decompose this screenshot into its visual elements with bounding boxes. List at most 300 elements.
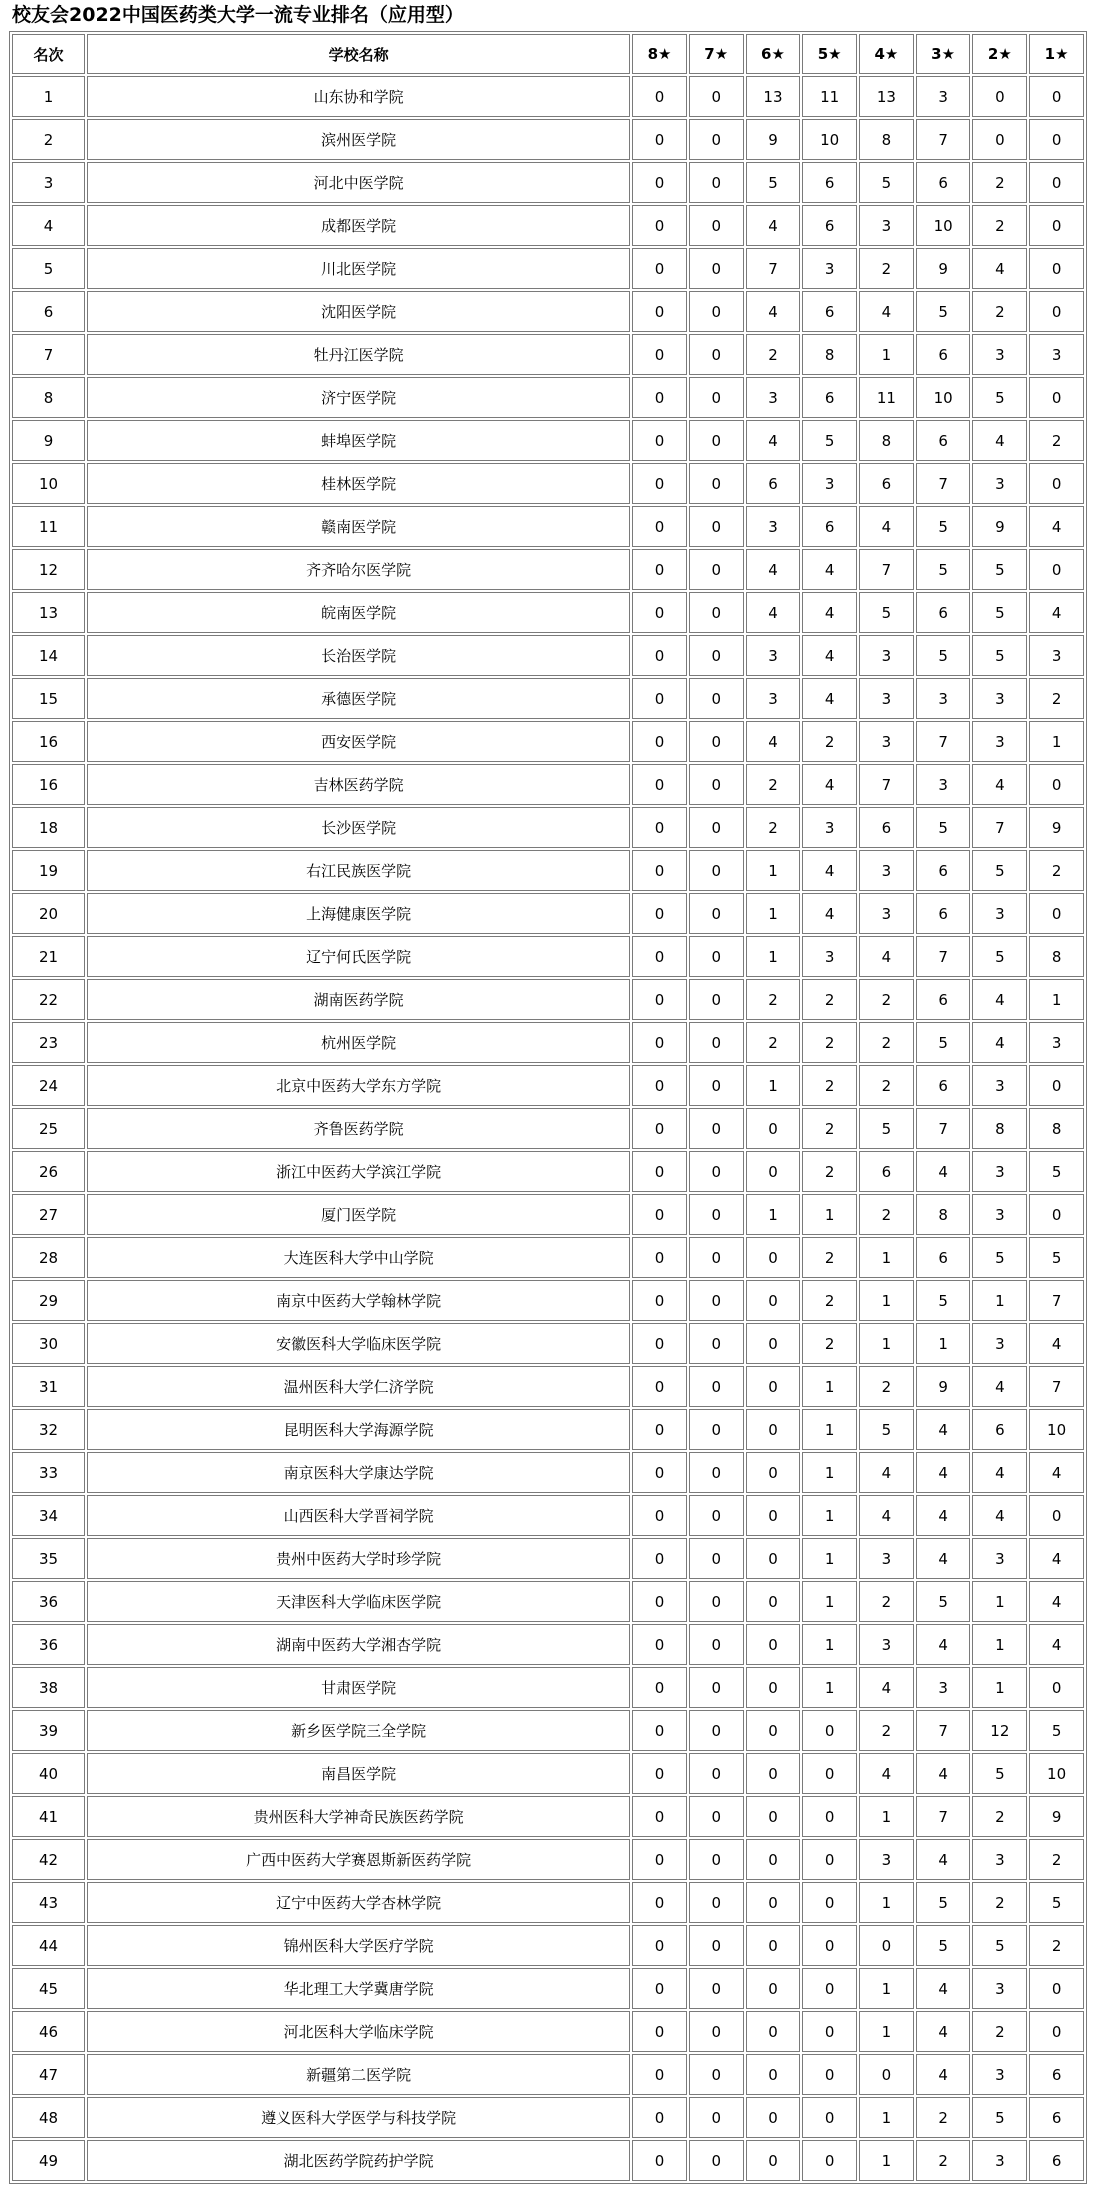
star4-cell: 0 <box>859 1925 914 1966</box>
ranking-table-container <box>9 31 1087 2184</box>
star3-cell: 5 <box>916 635 971 676</box>
star8-cell: 0 <box>632 1581 687 1622</box>
table-row <box>12 2011 1084 2052</box>
star7-cell: 0 <box>689 1065 744 1106</box>
star6-cell: 7 <box>746 248 801 289</box>
star8-cell: 0 <box>632 1366 687 1407</box>
table-row <box>12 1452 1084 1493</box>
star3-cell: 6 <box>916 162 971 203</box>
table-row <box>12 1495 1084 1536</box>
star2-cell: 5 <box>972 850 1027 891</box>
rank-cell: 33 <box>12 1452 85 1493</box>
star4-cell: 4 <box>859 1667 914 1708</box>
star6-cell: 1 <box>746 893 801 934</box>
star2-cell: 4 <box>972 1022 1027 1063</box>
star2-cell: 4 <box>972 1495 1027 1536</box>
school-name-cell: 滨州医学院 <box>87 119 630 160</box>
star7-cell: 0 <box>689 1968 744 2009</box>
star2-cell: 8 <box>972 1108 1027 1149</box>
star3-cell: 5 <box>916 291 971 332</box>
star3-cell: 5 <box>916 1022 971 1063</box>
star4-cell: 7 <box>859 764 914 805</box>
star1-cell: 5 <box>1029 1237 1084 1278</box>
star3-cell: 5 <box>916 549 971 590</box>
ranking-table <box>9 31 1087 2184</box>
table-row <box>12 1624 1084 1665</box>
star2-cell: 5 <box>972 377 1027 418</box>
star5-cell: 2 <box>802 1065 857 1106</box>
star1-cell: 0 <box>1029 1968 1084 2009</box>
star1-cell: 0 <box>1029 162 1084 203</box>
star1-cell: 4 <box>1029 1581 1084 1622</box>
star4-cell: 5 <box>859 1108 914 1149</box>
star6-cell: 5 <box>746 162 801 203</box>
school-name-cell: 济宁医学院 <box>87 377 630 418</box>
rank-cell: 47 <box>12 2054 85 2095</box>
star7-cell: 0 <box>689 1624 744 1665</box>
school-name-cell: 厦门医学院 <box>87 1194 630 1235</box>
star6-cell: 3 <box>746 678 801 719</box>
star5-cell: 5 <box>802 420 857 461</box>
star3-cell: 7 <box>916 119 971 160</box>
star3-cell: 10 <box>916 377 971 418</box>
star1-cell: 0 <box>1029 463 1084 504</box>
star8-cell: 0 <box>632 936 687 977</box>
star5-cell: 2 <box>802 1280 857 1321</box>
star7-cell: 0 <box>689 1839 744 1880</box>
star5-cell: 2 <box>802 1237 857 1278</box>
table-row <box>12 1280 1084 1321</box>
star4-cell: 2 <box>859 1366 914 1407</box>
school-name-cell: 湖北医药学院药护学院 <box>87 2140 630 2181</box>
star5-cell: 10 <box>802 119 857 160</box>
star8-cell: 0 <box>632 1796 687 1837</box>
school-name-cell: 右江民族医学院 <box>87 850 630 891</box>
star3-cell: 7 <box>916 1796 971 1837</box>
star7-cell: 0 <box>689 2011 744 2052</box>
rank-cell: 32 <box>12 1409 85 1450</box>
star8-cell: 0 <box>632 549 687 590</box>
table-row <box>12 635 1084 676</box>
star6-cell: 0 <box>746 2140 801 2181</box>
table-row <box>12 1366 1084 1407</box>
star8-cell: 0 <box>632 1839 687 1880</box>
table-row <box>12 1022 1084 1063</box>
star7-cell: 0 <box>689 377 744 418</box>
table-row <box>12 1237 1084 1278</box>
rank-cell: 4 <box>12 205 85 246</box>
table-row <box>12 2140 1084 2181</box>
star5-cell: 6 <box>802 377 857 418</box>
star4-cell: 5 <box>859 162 914 203</box>
star2-cell: 4 <box>972 764 1027 805</box>
table-row <box>12 506 1084 547</box>
school-name-cell: 蚌埠医学院 <box>87 420 630 461</box>
star8-cell: 0 <box>632 1753 687 1794</box>
star7-cell: 0 <box>689 807 744 848</box>
star6-cell: 1 <box>746 936 801 977</box>
rank-cell: 44 <box>12 1925 85 1966</box>
star3-cell: 4 <box>916 1968 971 2009</box>
table-row <box>12 1882 1084 1923</box>
rank-cell: 24 <box>12 1065 85 1106</box>
star3-cell: 7 <box>916 936 971 977</box>
star8-cell: 0 <box>632 1108 687 1149</box>
star6-cell: 4 <box>746 420 801 461</box>
star5-cell: 0 <box>802 2011 857 2052</box>
star8-cell: 0 <box>632 721 687 762</box>
star2-cell: 0 <box>972 76 1027 117</box>
star6-cell: 2 <box>746 1022 801 1063</box>
star1-cell: 0 <box>1029 119 1084 160</box>
star8-cell: 0 <box>632 334 687 375</box>
star1-cell: 4 <box>1029 1624 1084 1665</box>
star8-cell: 0 <box>632 506 687 547</box>
star6-cell: 0 <box>746 1108 801 1149</box>
school-name-cell: 昆明医科大学海源学院 <box>87 1409 630 1450</box>
star1-cell: 0 <box>1029 764 1084 805</box>
star7-cell: 0 <box>689 1796 744 1837</box>
star8-cell: 0 <box>632 1151 687 1192</box>
table-row <box>12 1065 1084 1106</box>
table-row <box>12 1108 1084 1149</box>
star2-cell: 2 <box>972 1882 1027 1923</box>
star8-cell: 0 <box>632 2054 687 2095</box>
school-name-cell: 南昌医学院 <box>87 1753 630 1794</box>
star1-cell: 7 <box>1029 1280 1084 1321</box>
rank-cell: 41 <box>12 1796 85 1837</box>
star2-cell: 4 <box>972 979 1027 1020</box>
star1-cell: 6 <box>1029 2140 1084 2181</box>
star4-cell: 3 <box>859 635 914 676</box>
rank-cell: 35 <box>12 1538 85 1579</box>
star3-cell: 5 <box>916 1280 971 1321</box>
rank-cell: 46 <box>12 2011 85 2052</box>
star2-cell: 9 <box>972 506 1027 547</box>
star1-cell: 0 <box>1029 1495 1084 1536</box>
star7-cell: 0 <box>689 678 744 719</box>
star1-cell: 2 <box>1029 1839 1084 1880</box>
star4-cell: 1 <box>859 2140 914 2181</box>
star4-cell: 2 <box>859 1581 914 1622</box>
school-name-cell: 华北理工大学冀唐学院 <box>87 1968 630 2009</box>
star4-cell: 4 <box>859 1452 914 1493</box>
header-2-star: 2★ <box>972 34 1027 74</box>
star2-cell: 3 <box>972 2054 1027 2095</box>
star6-cell: 1 <box>746 850 801 891</box>
star8-cell: 0 <box>632 893 687 934</box>
school-name-cell: 齐齐哈尔医学院 <box>87 549 630 590</box>
star4-cell: 1 <box>859 1968 914 2009</box>
star5-cell: 0 <box>802 2054 857 2095</box>
rank-cell: 49 <box>12 2140 85 2181</box>
star5-cell: 3 <box>802 463 857 504</box>
star6-cell: 2 <box>746 334 801 375</box>
star3-cell: 4 <box>916 1151 971 1192</box>
school-name-cell: 赣南医学院 <box>87 506 630 547</box>
star7-cell: 0 <box>689 1280 744 1321</box>
table-row <box>12 549 1084 590</box>
school-name-cell: 天津医科大学临床医学院 <box>87 1581 630 1622</box>
star3-cell: 4 <box>916 1624 971 1665</box>
table-row <box>12 1194 1084 1235</box>
star7-cell: 0 <box>689 893 744 934</box>
star8-cell: 0 <box>632 1452 687 1493</box>
table-header-row <box>12 34 1084 74</box>
school-name-cell: 南京医科大学康达学院 <box>87 1452 630 1493</box>
star5-cell: 11 <box>802 76 857 117</box>
school-name-cell: 长沙医学院 <box>87 807 630 848</box>
table-row <box>12 936 1084 977</box>
star4-cell: 0 <box>859 2054 914 2095</box>
star6-cell: 2 <box>746 764 801 805</box>
star7-cell: 0 <box>689 420 744 461</box>
star5-cell: 3 <box>802 936 857 977</box>
star6-cell: 2 <box>746 979 801 1020</box>
star2-cell: 3 <box>972 1538 1027 1579</box>
school-name-cell: 辽宁何氏医学院 <box>87 936 630 977</box>
star1-cell: 2 <box>1029 850 1084 891</box>
star2-cell: 3 <box>972 1065 1027 1106</box>
star5-cell: 1 <box>802 1538 857 1579</box>
star8-cell: 0 <box>632 463 687 504</box>
table-row <box>12 721 1084 762</box>
star2-cell: 3 <box>972 1323 1027 1364</box>
star2-cell: 4 <box>972 248 1027 289</box>
star8-cell: 0 <box>632 248 687 289</box>
star7-cell: 0 <box>689 1495 744 1536</box>
school-name-cell: 皖南医学院 <box>87 592 630 633</box>
star4-cell: 1 <box>859 2011 914 2052</box>
table-row <box>12 1710 1084 1751</box>
table-row <box>12 162 1084 203</box>
star5-cell: 4 <box>802 635 857 676</box>
rank-cell: 18 <box>12 807 85 848</box>
star5-cell: 2 <box>802 979 857 1020</box>
table-body <box>12 76 1084 2181</box>
star6-cell: 0 <box>746 1495 801 1536</box>
table-row <box>12 420 1084 461</box>
table-row <box>12 463 1084 504</box>
school-name-cell: 山西医科大学晋祠学院 <box>87 1495 630 1536</box>
star8-cell: 0 <box>632 1194 687 1235</box>
table-row <box>12 807 1084 848</box>
star3-cell: 5 <box>916 1581 971 1622</box>
table-row <box>12 678 1084 719</box>
rank-cell: 29 <box>12 1280 85 1321</box>
star1-cell: 3 <box>1029 635 1084 676</box>
star2-cell: 2 <box>972 205 1027 246</box>
star8-cell: 0 <box>632 2011 687 2052</box>
star2-cell: 5 <box>972 2097 1027 2138</box>
star7-cell: 0 <box>689 1882 744 1923</box>
header-7-star: 7★ <box>689 34 744 74</box>
school-name-cell: 桂林医学院 <box>87 463 630 504</box>
rank-cell: 28 <box>12 1237 85 1278</box>
school-name-cell: 新乡医学院三全学院 <box>87 1710 630 1751</box>
star5-cell: 0 <box>802 1796 857 1837</box>
star3-cell: 6 <box>916 979 971 1020</box>
star5-cell: 4 <box>802 549 857 590</box>
star6-cell: 4 <box>746 592 801 633</box>
star5-cell: 1 <box>802 1366 857 1407</box>
school-name-cell: 山东协和学院 <box>87 76 630 117</box>
star2-cell: 7 <box>972 807 1027 848</box>
star1-cell: 0 <box>1029 291 1084 332</box>
star4-cell: 4 <box>859 1753 914 1794</box>
star1-cell: 8 <box>1029 1108 1084 1149</box>
rank-cell: 16 <box>12 764 85 805</box>
star3-cell: 6 <box>916 1237 971 1278</box>
star8-cell: 0 <box>632 678 687 719</box>
star5-cell: 2 <box>802 1022 857 1063</box>
star6-cell: 0 <box>746 1624 801 1665</box>
star4-cell: 2 <box>859 1194 914 1235</box>
star6-cell: 3 <box>746 377 801 418</box>
rank-cell: 22 <box>12 979 85 1020</box>
star6-cell: 0 <box>746 1968 801 2009</box>
table-row <box>12 764 1084 805</box>
star7-cell: 0 <box>689 850 744 891</box>
star1-cell: 1 <box>1029 979 1084 1020</box>
table-row <box>12 1968 1084 2009</box>
star4-cell: 3 <box>859 1839 914 1880</box>
star6-cell: 0 <box>746 1409 801 1450</box>
table-row <box>12 2097 1084 2138</box>
rank-cell: 20 <box>12 893 85 934</box>
school-name-cell: 西安医学院 <box>87 721 630 762</box>
table-row <box>12 979 1084 1020</box>
star8-cell: 0 <box>632 1624 687 1665</box>
rank-cell: 21 <box>12 936 85 977</box>
star2-cell: 5 <box>972 936 1027 977</box>
star6-cell: 0 <box>746 1151 801 1192</box>
school-name-cell: 杭州医学院 <box>87 1022 630 1063</box>
star6-cell: 0 <box>746 1280 801 1321</box>
rank-cell: 9 <box>12 420 85 461</box>
table-row <box>12 1323 1084 1364</box>
star8-cell: 0 <box>632 76 687 117</box>
school-name-cell: 安徽医科大学临床医学院 <box>87 1323 630 1364</box>
table-row <box>12 1151 1084 1192</box>
star5-cell: 4 <box>802 678 857 719</box>
star7-cell: 0 <box>689 1925 744 1966</box>
star3-cell: 2 <box>916 2097 971 2138</box>
table-row <box>12 1409 1084 1450</box>
star4-cell: 5 <box>859 1409 914 1450</box>
star5-cell: 3 <box>802 248 857 289</box>
star1-cell: 0 <box>1029 1667 1084 1708</box>
star1-cell: 5 <box>1029 1151 1084 1192</box>
rank-cell: 2 <box>12 119 85 160</box>
rank-cell: 36 <box>12 1624 85 1665</box>
star5-cell: 6 <box>802 291 857 332</box>
star8-cell: 0 <box>632 205 687 246</box>
star6-cell: 0 <box>746 1667 801 1708</box>
star5-cell: 0 <box>802 1968 857 2009</box>
star3-cell: 6 <box>916 850 971 891</box>
star3-cell: 9 <box>916 1366 971 1407</box>
star4-cell: 7 <box>859 549 914 590</box>
rank-cell: 40 <box>12 1753 85 1794</box>
rank-cell: 8 <box>12 377 85 418</box>
star7-cell: 0 <box>689 506 744 547</box>
star4-cell: 4 <box>859 1495 914 1536</box>
star7-cell: 0 <box>689 1667 744 1708</box>
star3-cell: 6 <box>916 592 971 633</box>
star2-cell: 0 <box>972 119 1027 160</box>
star6-cell: 0 <box>746 1839 801 1880</box>
star5-cell: 1 <box>802 1624 857 1665</box>
rank-cell: 5 <box>12 248 85 289</box>
school-name-cell: 锦州医科大学医疗学院 <box>87 1925 630 1966</box>
star4-cell: 1 <box>859 1796 914 1837</box>
star7-cell: 0 <box>689 1022 744 1063</box>
star1-cell: 0 <box>1029 1194 1084 1235</box>
star7-cell: 0 <box>689 1366 744 1407</box>
star1-cell: 4 <box>1029 1452 1084 1493</box>
star7-cell: 0 <box>689 1452 744 1493</box>
star6-cell: 2 <box>746 807 801 848</box>
school-name-cell: 浙江中医药大学滨江学院 <box>87 1151 630 1192</box>
star3-cell: 4 <box>916 1495 971 1536</box>
star5-cell: 1 <box>802 1581 857 1622</box>
star5-cell: 2 <box>802 1151 857 1192</box>
star4-cell: 2 <box>859 979 914 1020</box>
table-row <box>12 1753 1084 1794</box>
school-name-cell: 贵州医科大学神奇民族医药学院 <box>87 1796 630 1837</box>
star4-cell: 4 <box>859 936 914 977</box>
star1-cell: 3 <box>1029 1022 1084 1063</box>
header-6-star: 6★ <box>746 34 801 74</box>
star1-cell: 2 <box>1029 420 1084 461</box>
rank-cell: 12 <box>12 549 85 590</box>
school-name-cell: 上海健康医学院 <box>87 893 630 934</box>
star4-cell: 1 <box>859 334 914 375</box>
star4-cell: 3 <box>859 893 914 934</box>
rank-cell: 30 <box>12 1323 85 1364</box>
table-row <box>12 1538 1084 1579</box>
star7-cell: 0 <box>689 1753 744 1794</box>
star7-cell: 0 <box>689 1151 744 1192</box>
star3-cell: 7 <box>916 721 971 762</box>
star2-cell: 3 <box>972 1194 1027 1235</box>
star5-cell: 2 <box>802 1323 857 1364</box>
star6-cell: 0 <box>746 1882 801 1923</box>
star3-cell: 5 <box>916 1882 971 1923</box>
star4-cell: 6 <box>859 807 914 848</box>
star2-cell: 3 <box>972 1839 1027 1880</box>
star1-cell: 10 <box>1029 1753 1084 1794</box>
star5-cell: 0 <box>802 1839 857 1880</box>
star8-cell: 0 <box>632 1409 687 1450</box>
star4-cell: 1 <box>859 1280 914 1321</box>
star1-cell: 5 <box>1029 1882 1084 1923</box>
star7-cell: 0 <box>689 1323 744 1364</box>
star7-cell: 0 <box>689 463 744 504</box>
star1-cell: 8 <box>1029 936 1084 977</box>
header-8-star: 8★ <box>632 34 687 74</box>
star1-cell: 9 <box>1029 807 1084 848</box>
rank-cell: 36 <box>12 1581 85 1622</box>
star2-cell: 3 <box>972 721 1027 762</box>
rank-cell: 26 <box>12 1151 85 1192</box>
star2-cell: 5 <box>972 1237 1027 1278</box>
header-school-name: 学校名称 <box>87 34 630 74</box>
star5-cell: 6 <box>802 205 857 246</box>
star8-cell: 0 <box>632 1710 687 1751</box>
table-row <box>12 248 1084 289</box>
